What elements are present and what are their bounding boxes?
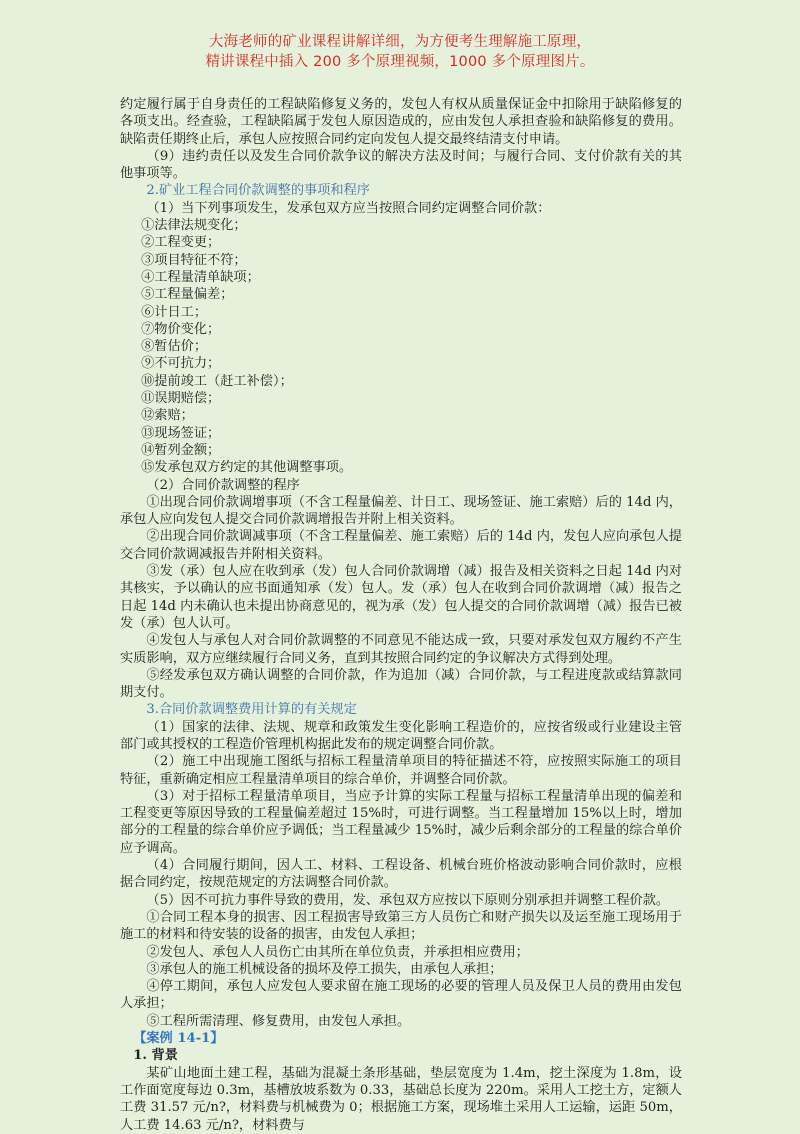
list-item: ⑤工程量偏差； bbox=[141, 287, 234, 303]
subsection-2-title: （2）合同价款调整的程序 bbox=[146, 477, 300, 493]
list-item: ⑭暂列金额； bbox=[141, 442, 221, 458]
rule-paragraph: （5）因不可抗力事件导致的费用，发、承包双方应按以下原则分别承担并调整工程价款。 bbox=[146, 892, 670, 908]
force-majeure-paragraph: ②发包人、承包人人员伤亡由其所在单位负责，并承担相应费用； bbox=[146, 944, 529, 960]
list-item: ⑪误期赔偿； bbox=[141, 391, 221, 407]
document-body bbox=[120, 96, 682, 1134]
procedure-paragraph: ②出现合同价款调减事项（不含工程量偏差、施工索赔）后的 14d 内，发包人应向承包人提交合同价款调减报告并附相关资料。 bbox=[120, 529, 682, 562]
list-item: ⑦物价变化； bbox=[141, 321, 221, 337]
list-item: ⑩提前竣工（赶工补偿）； bbox=[141, 373, 293, 389]
list-item: ③项目特征不符； bbox=[141, 252, 247, 268]
procedure-paragraph: ⑤经发承包双方确认调整的合同价款，作为追加（减）合同价款，与工程进度款或结算款同期支付。 bbox=[120, 667, 682, 701]
list-item: ⑫索赔； bbox=[141, 408, 194, 424]
procedure-paragraph: ③发（承）包人应在收到承（发）包人合同价款调增（减）报告及相关资料之日起 14d 内对其核实，予以确认的应书面通知承（发）包人。发（承）包人在收到合同价款调增（减）报告之日起 14d 内未确认也未提出协商意见的，视为承（发）包人提交的合同价款调增（减）报告已被发（承）包人认可。 bbox=[120, 564, 682, 631]
promo-banner bbox=[0, 32, 800, 72]
force-majeure-paragraph: ①合同工程本身的损害、因工程损害导致第三方人员伤亡和财产损失以及运至施工现场用于施工的材料和待安装的设备的损害，由发包人承担； bbox=[120, 909, 682, 943]
list-item: ⑮发承包双方约定的其他调整事项。 bbox=[141, 460, 353, 476]
list-item: ⑧暂估价； bbox=[141, 339, 208, 355]
list-item: ②工程变更； bbox=[141, 235, 221, 251]
list-item: ①法律法规变化； bbox=[141, 218, 247, 234]
background-paragraph: 某矿山地面土建工程，基础为混凝土条形基础，垫层宽度为 1.4m，挖土深度为 1.8m，设工作面宽度每边 0.3m，基槽放坡系数为 0.33，基础总长度为 220m。采用人工挖土方，定额人工费 31.57 元/n?，材料费与机械费为 0；根据施工方案，现场堆土采用人工运输，运距 50m，人工费 14.63 元/n?，材料费与 bbox=[120, 1065, 682, 1133]
rule-paragraph: （3）对于招标工程量清单项目，当应予计算的实际工程量与招标工程量清单出现的偏差和工程变更等原因导致的工程量偏差超过 15%时，可进行调整。当工程量增加 15%以上时，增加部分的工程量的综合单价应予调低；当工程量减少 15%时，减少后剩余部分的工程量的综合单价应予调高。 bbox=[120, 788, 682, 856]
force-majeure-paragraph: ③承包人的施工机械设备的损坏及停工损失，由承包人承担； bbox=[146, 961, 503, 977]
subsection-1-intro: （1）当下列事项发生，发承包双方应当按照合同约定调整合同价款： bbox=[146, 200, 551, 216]
list-item: ⑨不可抗力； bbox=[141, 356, 221, 372]
rule-paragraph: （1）国家的法律、法规、规章和政策发生变化影响工程造价的，应按省级或行业建设主管部门或其授权的工程造价管理机构据此发布的规定调整合同价款。 bbox=[120, 719, 682, 752]
section-heading-2: 2.矿业工程合同价款调整的事项和程序 bbox=[146, 183, 370, 199]
section-heading-3: 3.合同价款调整费用计算的有关规定 bbox=[146, 702, 357, 718]
banner-line-1: 大海老师的矿业课程讲解详细，为方便考生理解施工原理， bbox=[208, 34, 592, 50]
force-majeure-paragraph: ④停工期间，承包人应发包人要求留在施工现场的必要的管理人员及保卫人员的费用由发包人承担； bbox=[120, 979, 682, 1012]
rule-paragraph: （2）施工中出现施工图纸与招标工程量清单项目的特征描述不符，应按照实际施工的项目特征，重新确定相应工程量清单项目的综合单价，并调整合同价款。 bbox=[120, 754, 682, 787]
paragraph-intro: 约定履行属于自身责任的工程缺陷修复义务的，发包人有权从质量保证金中扣除用于缺陷修复的各项支出。经查验，工程缺陷属于发包人原因造成的，应由发包人承担查验和缺陷修复的费用。缺陷责任期终止后，承包人应按照合同约定向发包人提交最终结清支付申请。 bbox=[120, 97, 682, 147]
procedure-paragraph: ①出现合同价款调增事项（不含工程量偏差、计日工、现场签证、施工索赔）后的 14d 内，承包人应向发包人提交合同价款调增报告并附上相关资料。 bbox=[120, 494, 682, 528]
case-title: 【案例 14-1】 bbox=[133, 1031, 224, 1047]
force-majeure-paragraph: ⑤工程所需清理、修复费用，由发包人承担。 bbox=[146, 1013, 411, 1029]
rule-paragraph: （4）合同履行期间，因人工、材料、工程设备、机械台班价格波动影响合同价款时，应根据合同约定，按规范规定的方法调整合同价款。 bbox=[120, 858, 682, 891]
list-item: ⑥计日工； bbox=[141, 304, 208, 320]
banner-line-2: 精讲课程中插入 200 多个原理视频，1000 多个原理图片。 bbox=[205, 54, 595, 70]
procedure-paragraph: ④发包人与承包人对合同价款调整的不同意见不能达成一致，只要对承发包双方履约不产生实质影响，双方应继续履行合同义务，直到其按照合同约定的争议解决方式得到处理。 bbox=[120, 633, 682, 666]
list-item: ⑬现场签证； bbox=[141, 425, 221, 441]
list-item: ④工程量清单缺项； bbox=[141, 269, 260, 285]
paragraph-item-9: （9）违约责任以及发生合同价款争议的解决方法及时间；与履行合同、支付价款有关的其他事项等。 bbox=[120, 148, 682, 182]
background-title: 1. 背景 bbox=[133, 1048, 178, 1064]
